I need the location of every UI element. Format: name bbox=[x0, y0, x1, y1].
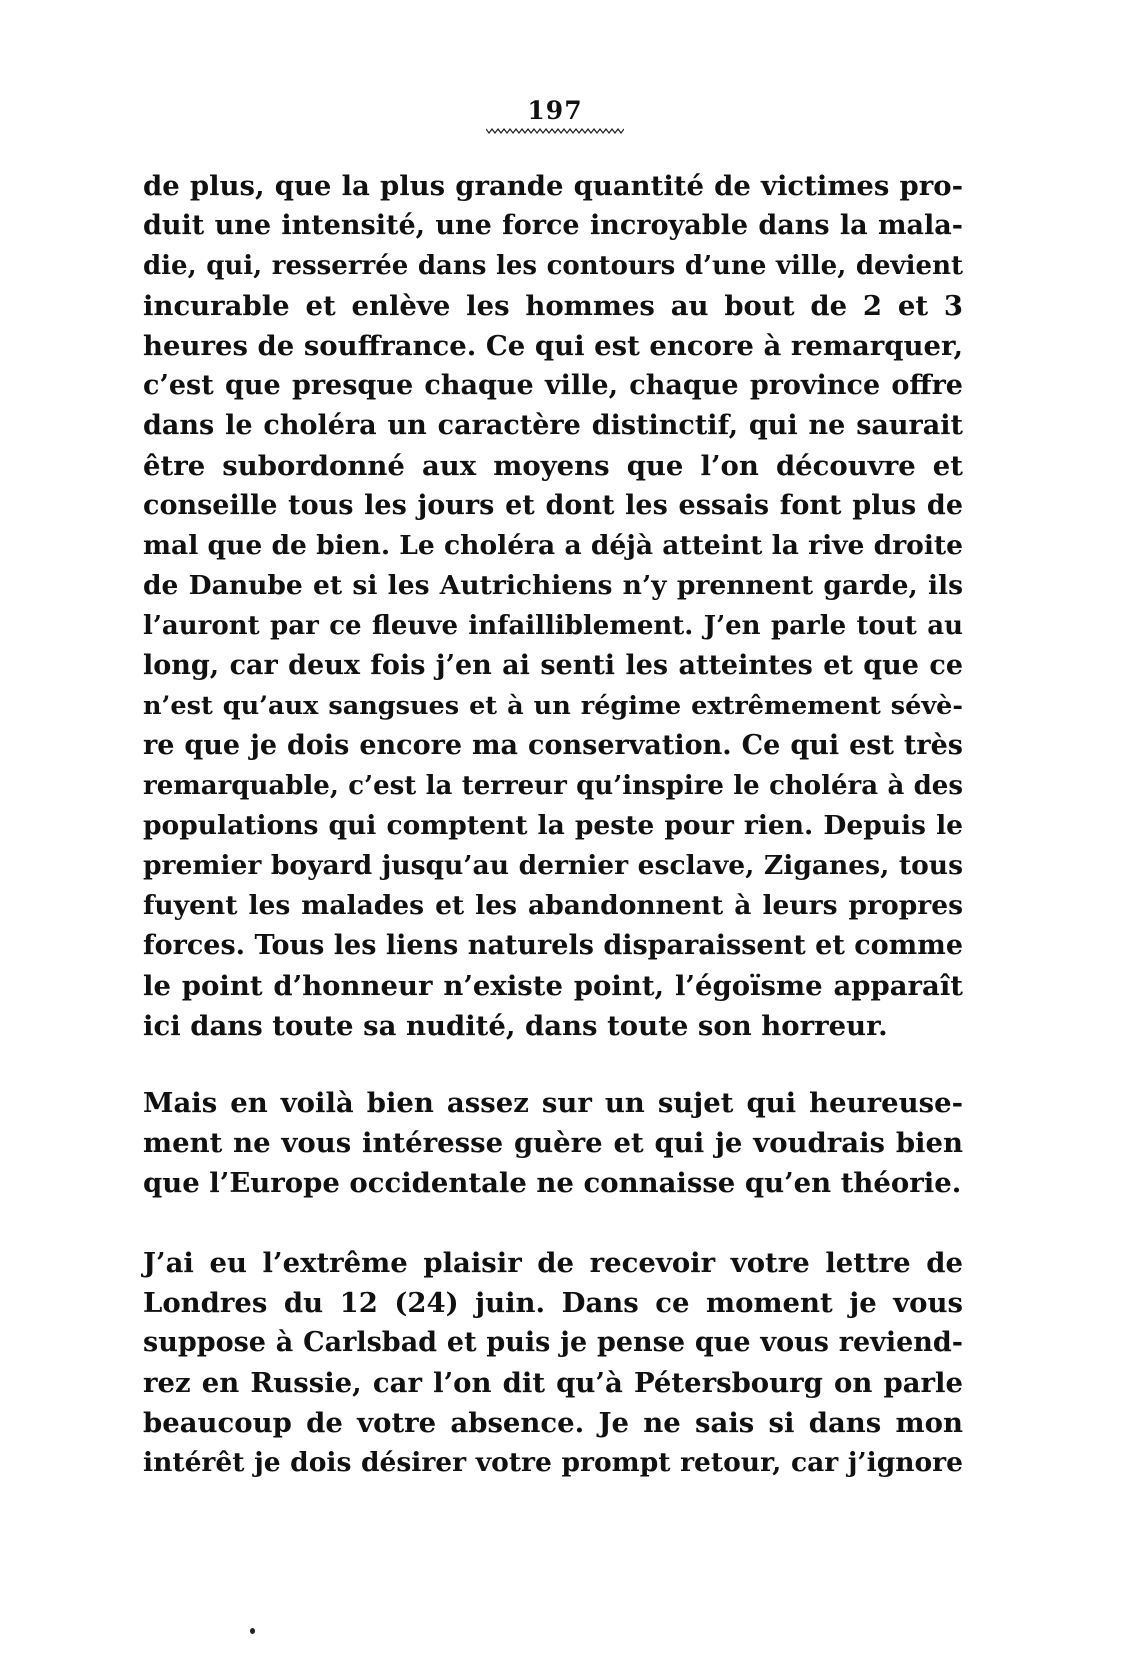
paragraph-1 bbox=[143, 166, 963, 1046]
text-line: dans le choléra un caractère distinctif, qui ne saurait bbox=[143, 410, 963, 441]
text-line: remarquable, c’est la terreur qu’inspire le choléra à des bbox=[143, 771, 963, 801]
page-number-ornament-rule bbox=[486, 128, 624, 134]
text-line: mal que de bien. Le choléra a déjà atteint la rive droite bbox=[143, 530, 963, 561]
text-line: Mais en voilà bien assez sur un sujet qui heureuse- bbox=[143, 1087, 963, 1119]
text-line: incurable et enlève les hommes au bout de 2 et 3 bbox=[143, 290, 963, 322]
text-line: suppose à Carlsbad et puis je pense que vous reviend- bbox=[143, 1327, 963, 1358]
text-line: l’auront par ce fleuve infailliblement. J’en parle tout au bbox=[143, 611, 963, 641]
text-line: que l’Europe occidentale ne connaisse qu’en théorie. bbox=[143, 1167, 962, 1199]
paragraph-3 bbox=[143, 1243, 963, 1483]
text-line: forces. Tous les liens naturels disparaissent et comme bbox=[143, 930, 963, 961]
text-line: être subordonné aux moyens que l’on découvre et bbox=[143, 450, 963, 482]
text-line: populations qui comptent la peste pour rien. Depuis le bbox=[143, 810, 963, 841]
text-line: n’est qu’aux sangsues et à un régime extrêmement sévè- bbox=[143, 691, 963, 721]
text-line: J’ai eu l’extrême plaisir de recevoir votre lettre de bbox=[143, 1247, 963, 1279]
text-line: le point d’honneur n’existe point, l’égoïsme apparaît bbox=[143, 970, 963, 1002]
text-line: Londres du 12 (24) juin. Dans ce moment je vous bbox=[143, 1287, 963, 1319]
page-number: 197 bbox=[527, 96, 583, 125]
text-line: c’est que presque chaque ville, chaque province offre bbox=[143, 370, 963, 401]
text-line: heures de souffrance. Ce qui est encore à remarquer, bbox=[143, 330, 964, 362]
ink-speck bbox=[250, 1628, 255, 1634]
text-line: rez en Russie, car l’on dit qu’à Pétersbourg on parle bbox=[143, 1367, 963, 1399]
text-line: re que je dois encore ma conservation. Ce qui est très bbox=[143, 730, 963, 761]
text-line: duit une intensité, une force incroyable dans la mala- bbox=[143, 210, 963, 241]
paragraph-2 bbox=[143, 1083, 963, 1203]
text-line: ment ne vous intéresse guère et qui je voudrais bien bbox=[143, 1127, 963, 1159]
text-line: long, car deux fois j’en ai senti les atteintes et que ce bbox=[143, 650, 963, 681]
text-line: beaucoup de votre absence. Je ne sais si dans mon bbox=[143, 1407, 963, 1439]
text-line: de Danube et si les Autrichiens n’y prennent garde, ils bbox=[143, 570, 963, 601]
text-line: fuyent les malades et les abandonnent à leurs propres bbox=[143, 890, 963, 921]
text-line: ici dans toute sa nudité, dans toute son horreur. bbox=[143, 1010, 888, 1042]
text-line: conseille tous les jours et dont les essais font plus de bbox=[143, 490, 963, 521]
text-line: de plus, que la plus grande quantité de victimes pro- bbox=[143, 170, 963, 202]
text-line: intérêt je dois désirer votre prompt retour, car j’ignore bbox=[143, 1447, 963, 1478]
text-line: premier boyard jusqu’au dernier esclave, Ziganes, tous bbox=[143, 850, 963, 881]
text-line: die, qui, resserrée dans les contours d’une ville, devient bbox=[143, 251, 963, 281]
